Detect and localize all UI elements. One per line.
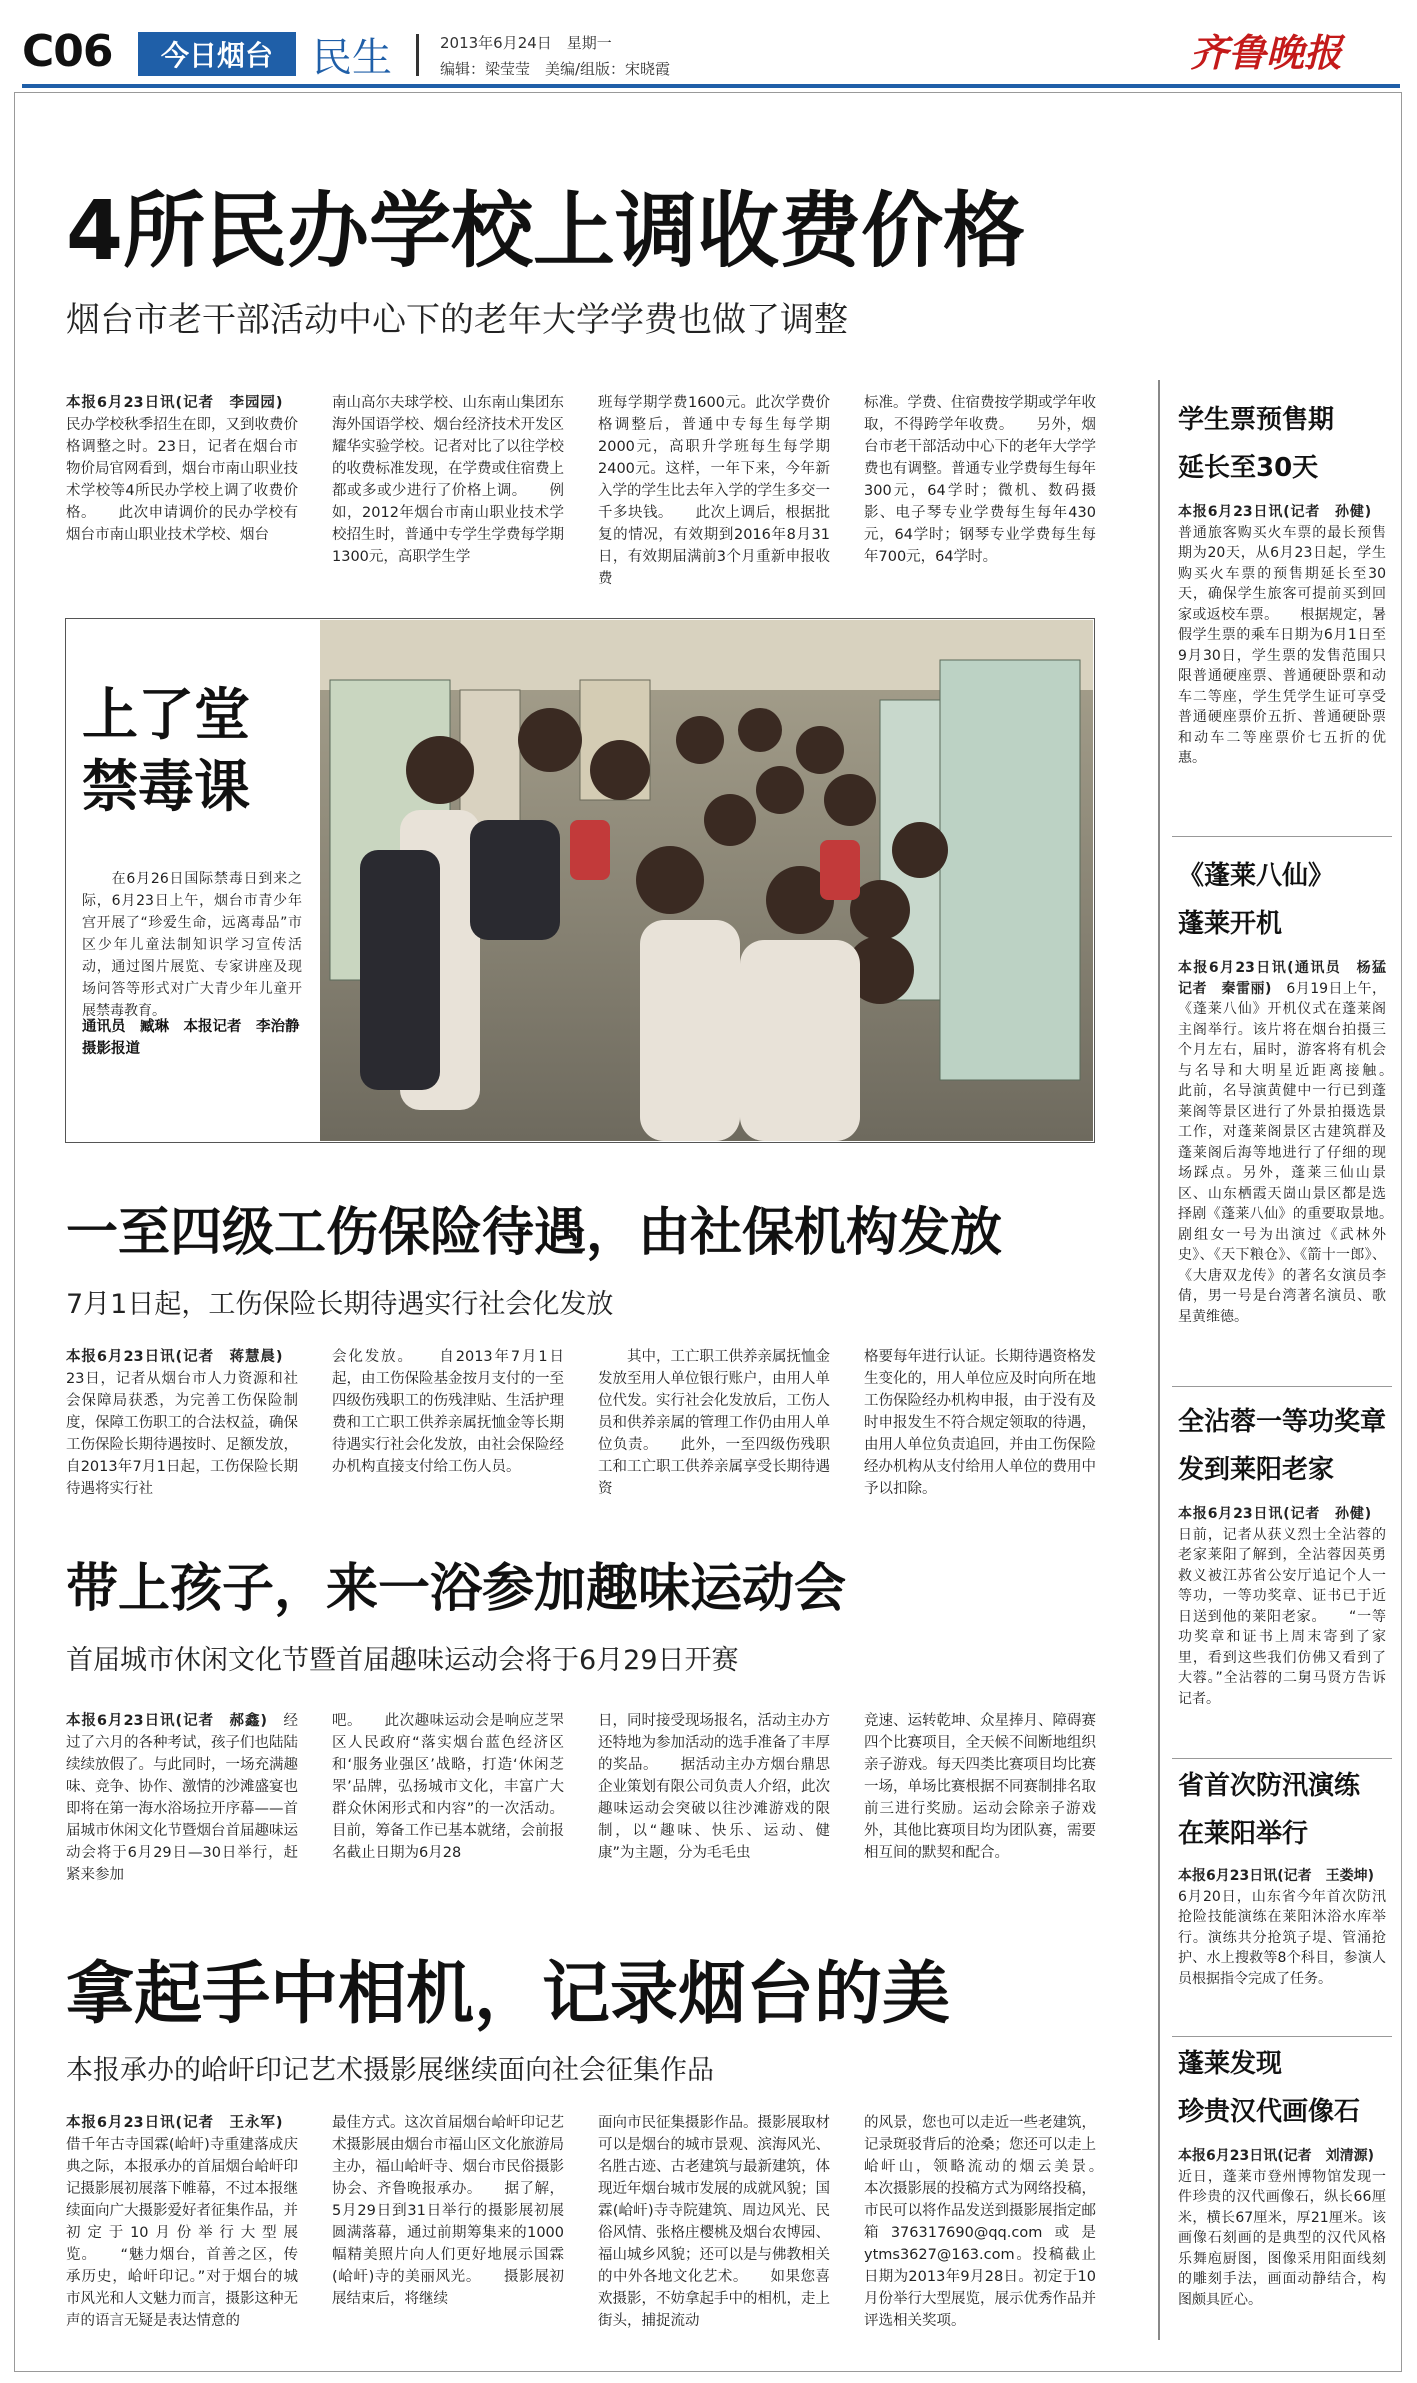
article-column: 本报6月23日讯(记者 郝鑫) 经过了六月的各种考试，孩子们也陆陆续续放假了。与此同时，一场充满趣味、竞争、协作、激情的沙滩盛宴也即将在第一海水浴场拉开序幕——首届城市休闲文化节暨烟台首届趣味运动会将于6月29日—30日举行，赶紧来参加 <box>66 1713 298 1883</box>
article-column: 本报6月23日讯(记者 李园园) 民办学校秋季招生在即，又到收费价格调整之时。23日，记者在烟台市物价局官网看到，烟台市南山职业技术学校等4所民办学校上调了收费价格。 此次申请调价的民办学校有烟台市南山职业技术学校、烟台 <box>66 395 298 543</box>
sidebar-headline: 蓬莱发现 珍贵汉代画像石 <box>1178 2049 1361 2127</box>
sidebar-body: 本报6月23日讯(记者 孙健) 日前，记者从获义烈士全沾蓉的老家莱阳了解到，全沾蓉因英勇救义被江苏省公安厅追记个人一等功，一等功奖章、证书已于近日送到他的莱阳老家。 “一等功奖章和证书上周末寄到了家里，看到这些我们仿佛又看到了大蓉。”全沾蓉的二舅马贤方告诉记者。 <box>1178 1506 1386 1707</box>
article-column: 会化发放。 自2013年7月1日起，由工伤保险基金按月支付的一至四级伤残职工的伤残津贴、生活护理费和工亡职工供养亲属抚恤金等长期待遇实行社会化发放，由社会保险经办机构直接支付给工伤人员。 <box>332 1349 564 1475</box>
article-column: 标准。学费、住宿费按学期或学年收取，不得跨学年收费。 另外，烟台市老干部活动中心下的老年大学学费也有调整。普通专业学费每生每年300元，64学时；微机、数码摄影、电子琴专业学费每生每年430元，64学时；钢琴专业学费每生每年700元，64学时。 <box>864 395 1096 565</box>
header-divider <box>416 34 419 76</box>
article-column: 日，同时接受现场报名，活动主办方还特地为参加活动的选手准备了丰厚的奖品。 据活动主办方烟台鼎思企业策划有限公司负责人介绍，此次趣味运动会突破以往沙滩游戏的限制，以“趣味、快乐、运动、健康”为主题，分为毛毛虫 <box>598 1713 830 1861</box>
article-subhead: 7月1日起，工伤保险长期待遇实行社会化发放 <box>66 1289 614 1320</box>
sidebar-headline: 省首次防汛演练 在莱阳举行 <box>1178 1771 1361 1849</box>
section-name: 民生 <box>312 35 392 81</box>
sidebar-divider <box>1158 380 1160 2340</box>
article-subhead: 烟台市老干部活动中心下的老年大学学费也做了调整 <box>66 300 848 340</box>
sidebar-body: 本报6月23日讯(通讯员 杨猛 记者 秦雷丽) 6月19日上午，《蓬莱八仙》开机仪式在蓬莱阁主阁举行。该片将在烟台拍摄三个月左右，届时，游客将有机会与名导和大明星近距离接触。 此前，名导演黄健中一行已到蓬莱阁等景区进行了外景拍摄选景工作，对蓬莱阁景区古建筑群及蓬莱阁后海等地进行了仔细的现场踩点。另外，蓬莱三仙山景区、山东栖霞天崮山景区都是选择剧《蓬莱八仙》的重要取景地。 剧组女一号为出演过《武林外史》、《天下粮仓》、《箭十一郎》、《大唐双龙传》的著名女演员李倩，男一号是台湾著名演员、歌星黄维德。 <box>1178 960 1414 1325</box>
issue-date: 2013年6月24日 星期一 <box>440 34 612 52</box>
article-column: 最佳方式。这次首届烟台峆屽印记艺术摄影展由烟台市福山区文化旅游局主办，福山峆屽寺、烟台市民俗摄影协会、齐鲁晚报承办。 据了解，5月29日到31日举行的摄影展初展圆满落幕，通过前期筹集来的1000幅精美照片向人们更好地展示国霖(峆屽)寺的美丽风光。 摄影展初展结束后，将继续 <box>332 2115 564 2307</box>
sidebar-separator <box>1172 836 1392 837</box>
article-column: 格要每年进行认证。长期待遇资格发生变化的，用人单位应及时向所在地工伤保险经办机构申报，由于没有及时申报发生不符合规定领取的待遇，由用人单位负责追回，并由工伤保险经办机构从支付给用人单位的费用中予以扣除。 <box>864 1349 1096 1497</box>
photo-credit: 通讯员 臧琳 本报记者 李治静 摄影报道 <box>82 1019 314 1057</box>
article-column: 竞速、运转乾坤、众星捧月、障碍赛四个比赛项目，全天候不间断地组织亲子游戏。每天四类比赛项目均比赛一场，单场比赛根据不同赛制排名取前三进行奖励。运动会除亲子游戏外，其他比赛项目均为团队赛，需要相互间的默契和配合。 <box>864 1713 1096 1861</box>
sidebar-headline: 全沾蓉一等功奖章 发到莱阳老家 <box>1178 1407 1387 1485</box>
sidebar-separator <box>1172 1386 1392 1387</box>
sidebar-body: 本报6月23日讯(记者 王娄坤) 6月20日，山东省今年首次防汛抢险技能演练在莱阳沐浴水库举行。演练共分抢筑子堤、管涌抢护、水上搜救等8个科目，参演人员根据指令完成了任务。 <box>1178 1868 1389 1987</box>
section-tag: 今日烟台 <box>138 32 296 76</box>
article-headline: 带上孩子，来一浴参加趣味运动会 <box>66 1559 847 1619</box>
article-headline: 4所民办学校上调收费价格 <box>66 184 1026 279</box>
article-column: 本报6月23日讯(记者 蒋慧晨) 23日，记者从烟台市人力资源和社会保障局获悉，为完善工伤保险制度，保障工伤职工的合法权益，确保工伤保险长期待遇按时、足额发放，自2013年7月1日起，工伤保险长期待遇将实行社 <box>66 1349 298 1497</box>
sidebar-headline: 学生票预售期 延长至30天 <box>1178 405 1335 483</box>
article-headline: 拿起手中相机，记录烟台的美 <box>66 1955 951 2034</box>
classroom-photo <box>320 620 1093 1141</box>
article-subhead: 首届城市休闲文化节暨首届趣味运动会将于6月29日开赛 <box>66 1645 739 1676</box>
article-column: 本报6月23日讯(记者 王永军) 借千年古寺国霖(峆屽)寺重建落成庆典之际，本报承办的首届烟台峆屽印记摄影展初展落下帷幕，不过本报继续面向广大摄影爱好者征集作品，并初定于10月份举行大型展览。 “魅力烟台，首善之区，传承历史，峆屽印记。”对于烟台的城市风光和人文魅力而言，摄影这种无声的语言无疑是表达情意的 <box>66 2115 298 2329</box>
newspaper-logo: 齐鲁晚报 <box>1190 30 1343 75</box>
article-subhead: 本报承办的峆屽印记艺术摄影展继续面向社会征集作品 <box>66 2055 714 2086</box>
sidebar-separator <box>1172 2036 1392 2037</box>
article-headline: 一至四级工伤保险待遇，由社保机构发放 <box>66 1203 1003 1263</box>
sidebar-separator <box>1172 1758 1392 1759</box>
photo-caption: 在6月26日国际禁毒日到来之际，6月23日上午，烟台市青少年宫开展了“珍爱生命，远离毒品”市区少年儿童法制知识学习宣传活动，通过图片展览、专家讲座及现场问答等形式对广大青少年儿童开展禁毒教育。 <box>82 871 302 1019</box>
article-column: 南山高尔夫球学校、山东南山集团东海外国语学校、烟台经济技术开发区耀华实验学校。记者对比了以往学校的收费标准发现，在学费或住宿费上都或多或少进行了价格上调。 例如，2012年烟台市南山职业技术学校招生时，普通中专学生学费每学期1300元，高职学生学 <box>332 395 564 565</box>
sidebar-body: 本报6月23日讯(记者 孙健) 普通旅客购买火车票的最长预售期为20天，从6月23日起，学生购买火车票的预售期延长至30天，确保学生旅客可提前买到回家或返校车票。 根据规定，暑假学生票的乘车日期为6月1日至9月30日，学生票的发售范围只限普通硬座票、普通硬卧票和动车二等座，学生凭学生证可享受普通硬座票价五折、普通硬卧票和动车二等座票价七五折的优惠。 <box>1178 504 1386 766</box>
editor-credits: 编辑：梁莹莹 美编/组版：宋晓霞 <box>440 60 671 78</box>
sidebar-headline: 《蓬莱八仙》 蓬莱开机 <box>1178 861 1335 939</box>
article-column: 面向市民征集摄影作品。摄影展取材可以是烟台的城市景观、滨海风光、名胜古迹、古老建筑与最新建筑，体现近年烟台城市发展的成就风貌；国霖(峆屽)寺寺院建筑、周边风光、民俗风情、张格庄樱桃及烟台农博园、福山城乡风貌；还可以是与佛教相关的中外各地文化艺术。 如果您喜欢摄影，不妨拿起手中的相机，走上街头，捕捉流动 <box>598 2115 830 2329</box>
article-column: 班每学期学费1600元。此次学费价格调整后，普通中专每生每学期2000元，高职升学班每生每学期2400元。这样，一年下来，今年新入学的学生比去年入学的学生多交一千多块钱。 此次上调后，根据批复的情况，有效期到2016年8月31日，有效期届满前3个月重新申报收费 <box>598 395 830 587</box>
photo-feature-title: 上了堂 禁毒课 <box>82 683 250 820</box>
header-rule <box>22 84 1400 88</box>
article-column: 其中，工亡职工供养亲属抚恤金发放至用人单位银行账户，由用人单位代发。实行社会化发放后，工伤人员和供养亲属的管理工作仍由用人单位负责。 此外，一至四级伤残职工和工亡职工供养亲属享受长期待遇资 <box>598 1349 830 1497</box>
sidebar-body: 本报6月23日讯(记者 刘清源) 近日，蓬莱市登州博物馆发现一件珍贵的汉代画像石，纵长66厘米，横长67厘米，厚21厘米。该画像石刻画的是典型的汉代风格乐舞庖厨图，图像采用阳面线刻的雕刻手法，画面动静结合，构图颇具匠心。 <box>1178 2148 1389 2308</box>
article-column: 吧。 此次趣味运动会是响应芝罘区人民政府“落实烟台蓝色经济区和‘服务业强区’战略，打造‘休闲芝罘’品牌，弘扬城市文化，丰富广大群众休闲形式和内容”的一次活动。目前，筹备工作已基本就绪，会前报名截止日期为6月28 <box>332 1713 564 1861</box>
article-column: 的风景，您也可以走近一些老建筑，记录斑驳背后的沧桑；您还可以走上峆屽山，领略流动的烟云美景。 本次摄影展的投稿方式为网络投稿，市民可以将作品发送到摄影展指定邮箱376317690@qq.com或是ytms3627@163.com。投稿截止日期为2013年9月28日。初定于10月份举行大型展览，展示优秀作品并评选相关奖项。 <box>864 2115 1125 2329</box>
page-number: C06 <box>22 26 113 77</box>
